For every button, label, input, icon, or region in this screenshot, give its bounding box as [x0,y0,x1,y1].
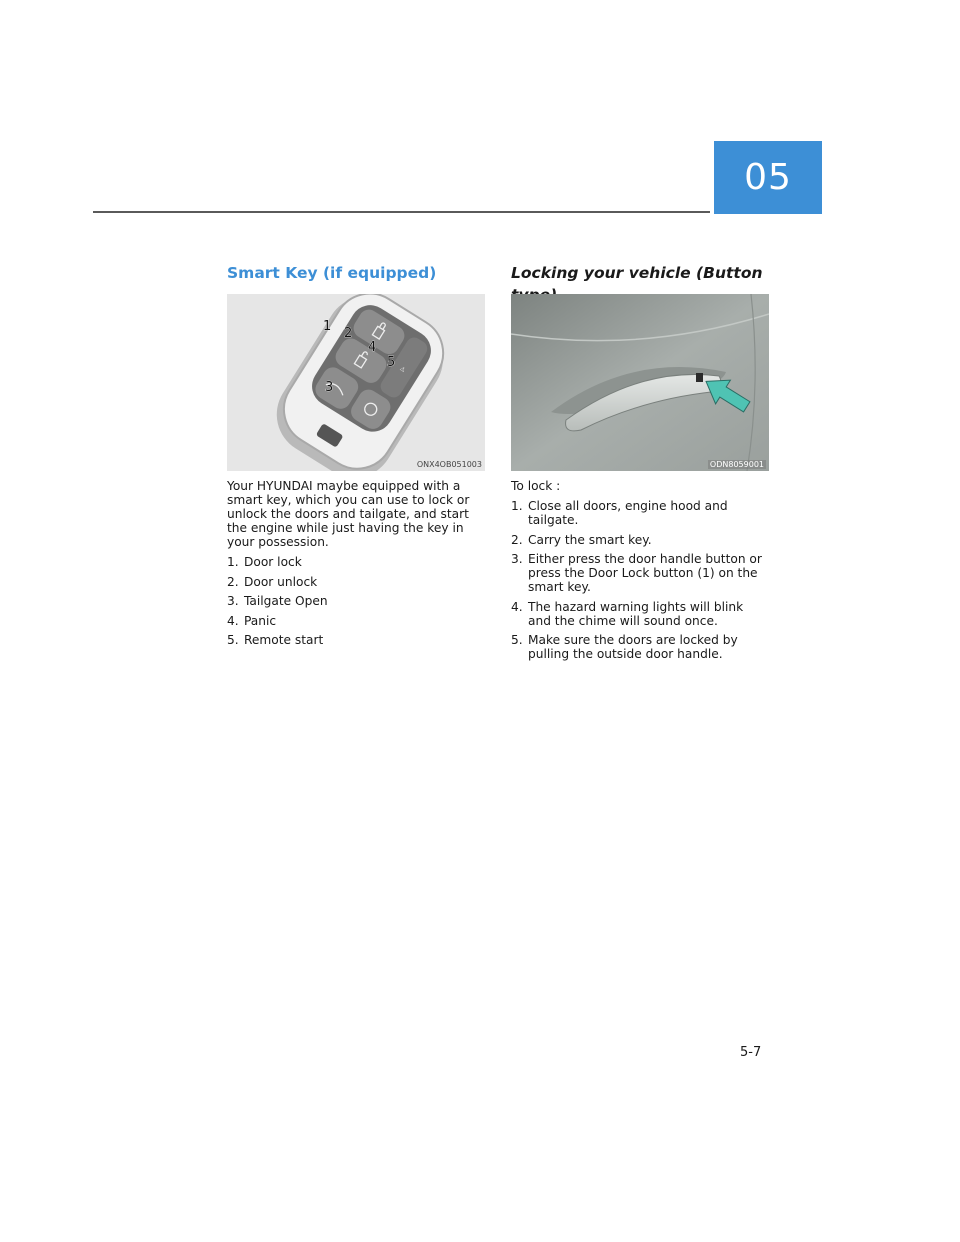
callout-5: 5 [387,355,396,370]
list-item: 5. Remote start [227,633,324,647]
figure-code: ODN8059001 [709,460,764,469]
list-item: 1. Close all doors, engine hood and tailgate. [511,499,728,527]
section-title-smart-key: Smart Key (if equipped) [227,264,437,282]
figure-code: ONX4OB051003 [416,460,482,469]
page-number: 5-7 [740,1045,762,1060]
list-item: 4. The hazard warning lights will blink and the chime will sound once. [511,599,744,628]
callout-1: 1 [323,319,332,334]
callout-3: 3 [325,380,334,395]
smart-key-illustration [227,294,485,471]
smart-key-section [227,262,485,653]
smart-key-button-list [227,555,485,647]
list-item: 5. Make sure the doors are locked by pulling the outside door handle. [511,633,738,661]
door-handle-button [696,373,703,382]
smart-key-intro: Your HYUNDAI maybe equipped with a smart key, which you can use to lock or unlock the doors and tailgate, and start the engine while just having the key in your possession. [227,479,470,549]
list-item: 1. Door lock [227,555,302,569]
list-item: 2. Door unlock [227,574,318,589]
smart-key-figure [227,294,485,471]
panic-icon: ⚠ [398,365,407,374]
section-title-locking: Locking your vehicle (Button [511,264,763,282]
header-rule [93,211,710,213]
chapter-tab: 05 [714,141,822,214]
locking-section [511,262,769,667]
list-item: 4. Panic [227,613,277,628]
callout-4: 4 [368,340,377,355]
list-item: 2. Carry the smart key. [511,532,652,547]
locking-steps-list [511,499,769,661]
callout-2: 2 [344,326,353,341]
door-handle-figure [511,294,769,471]
list-item: 3. Tailgate Open [227,594,328,608]
to-lock-lead: To lock : [511,479,561,493]
list-item: 3. Either press the door handle button or press the Door Lock button (1) on the smart key. [511,552,762,594]
door-handle-illustration [511,294,769,471]
